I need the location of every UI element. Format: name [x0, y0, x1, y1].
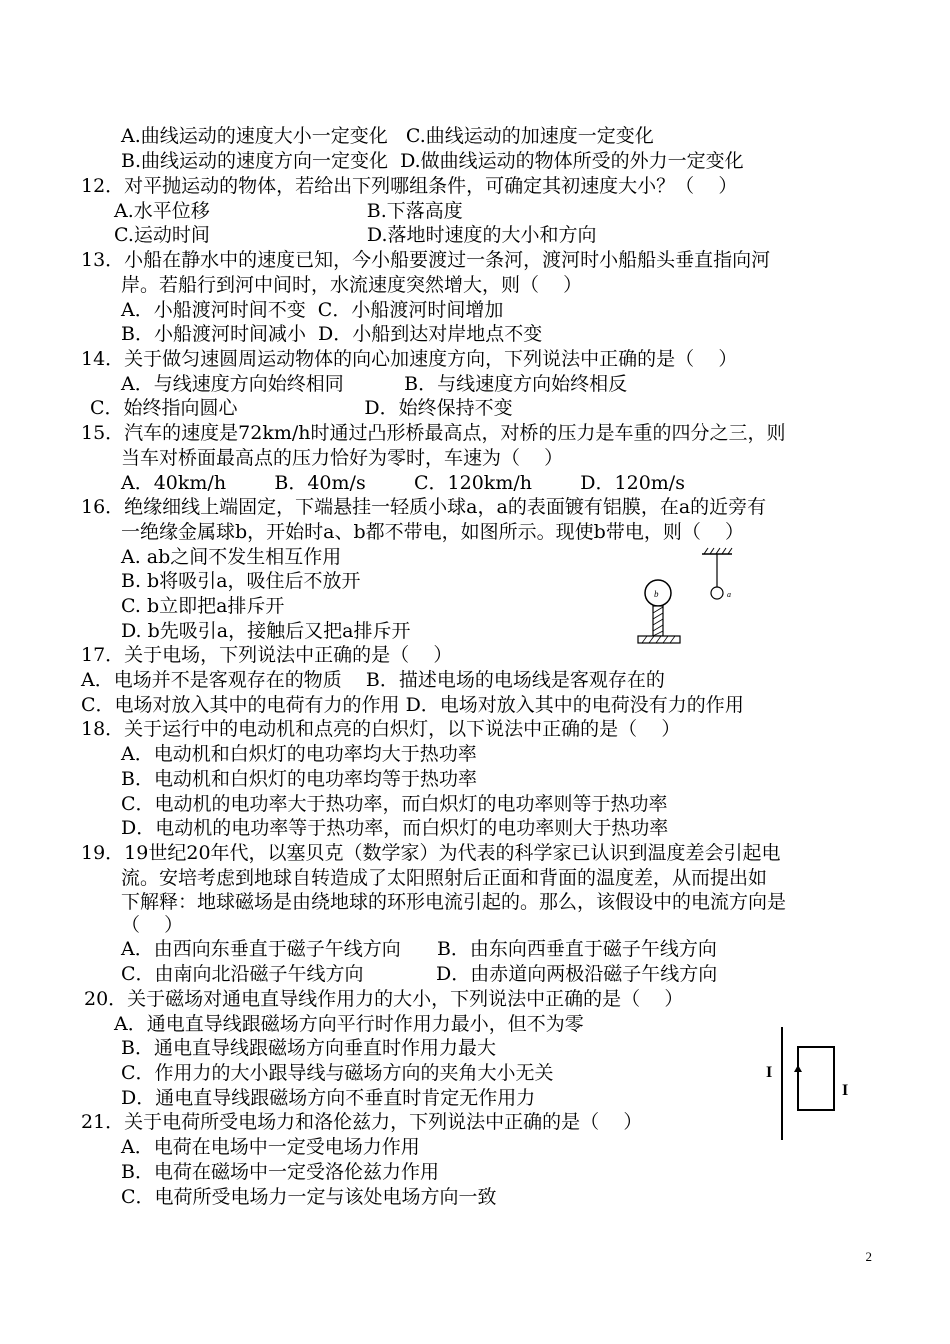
text-line: B．电动机和白炽灯的电功率均等于热功率: [121, 768, 477, 790]
text-line: A. ab之间不发生相互作用: [121, 546, 342, 568]
text-line: A．电荷在电场中一定受电场力作用: [121, 1136, 420, 1158]
text-line: A.水平位移 B.下落高度: [114, 200, 463, 222]
text-line: A.曲线运动的速度大小一定变化 C.曲线运动的加速度一定变化: [121, 125, 654, 147]
text-line: B．小船渡河时间减小 D．小船到达对岸地点不变: [121, 323, 543, 345]
ball-a: [711, 587, 723, 599]
text-line: C．电动机的电功率大于热功率，而白炽灯的电功率则等于热功率: [121, 793, 668, 815]
text-line: B．电荷在磁场中一定受洛伦兹力作用: [121, 1161, 439, 1183]
question-17: 17．关于电场，下列说法中正确的是（ ）: [81, 644, 453, 666]
question-19: 19．19世纪20年代，以塞贝克（数学家）为代表的科学家已认识到温度差会引起电: [81, 842, 781, 864]
figure-q20-wire-loop: [760, 1025, 860, 1145]
current-loop: [798, 1047, 834, 1110]
question-12: 12．对平抛运动的物体，若给出下列哪组条件，可确定其初速度大小？（ ）: [81, 175, 738, 197]
question-13: 13．小船在静水中的速度已知，今小船要渡过一条河，渡河时小船船头垂直指向河: [81, 249, 771, 271]
text-line: C．由南向北沿磁子午线方向 D．由赤道向两极沿磁子午线方向: [121, 963, 718, 985]
text-line: B. b将吸引a，吸住后不放开: [121, 570, 361, 592]
question-14: 14．关于做匀速圆周运动物体的向心加速度方向，下列说法中正确的是（ ）: [81, 348, 738, 370]
question-16: 16．绝缘细线上端固定，下端悬挂一轻质小球a，a的表面镀有铝膜，在a的近旁有: [81, 496, 767, 518]
page-number: 2: [865, 1249, 872, 1264]
current-label-right: I: [842, 1082, 849, 1099]
text-line: D．通电直导线跟磁场方向不垂直时肯定无作用力: [121, 1087, 536, 1109]
text-line: A．电场并不是客观存在的物质 B．描述电场的电场线是客观存在的: [81, 669, 665, 691]
text-line: A．由西向东垂直于磁子午线方向 B．由东向西垂直于磁子午线方向: [121, 938, 717, 960]
text-line: C．作用力的大小跟导线与磁场方向的夹角大小无关: [121, 1062, 554, 1084]
text-line: A．电动机和白炽灯的电功率均大于热功率: [121, 743, 477, 765]
text-line: （ ）: [121, 914, 184, 936]
text-line: C．电场对放入其中的电荷有力的作用 D．电场对放入其中的电荷没有力的作用: [81, 694, 744, 716]
text-line: A．通电直导线跟磁场方向平行时作用力最小，但不为零: [114, 1013, 584, 1035]
text-line: C．始终指向圆心 D．始终保持不变: [90, 397, 513, 419]
text-line: B．通电直导线跟磁场方向垂直时作用力最大: [121, 1037, 496, 1059]
text-line: D．电动机的电功率等于热功率，而白炽灯的电功率则大于热功率: [121, 817, 669, 839]
text-line: D. b先吸引a，接触后又把a排斥开: [121, 620, 411, 642]
text-line: C．电荷所受电场力一定与该处电场方向一致: [121, 1186, 497, 1208]
text-line: 当车对桥面最高点的压力恰好为零时，车速为（ ）: [121, 447, 564, 469]
question-15: 15．汽车的速度是72km/h时通过凸形桥最高点，对桥的压力是车重的四分之三，则: [81, 422, 786, 444]
question-18: 18．关于运行中的电动机和点亮的白炽灯，以下说法中正确的是（ ）: [81, 718, 681, 740]
text-line: 下解释：地球磁场是由绕地球的环形电流引起的。那么，该假设中的电流方向是: [121, 891, 787, 913]
figure-q16-electroscope: [630, 545, 750, 650]
current-label-left: I: [766, 1064, 773, 1081]
ball-b-label: b: [654, 589, 659, 599]
text-line: C.运动时间 D.落地时速度的大小和方向: [114, 224, 597, 246]
ball-a-label: a: [727, 590, 731, 599]
text-line: 岸。若船行到河中间时，水流速度突然增大，则（ ）: [121, 274, 583, 296]
question-21: 21．关于电荷所受电场力和洛伦兹力，下列说法中正确的是（ ）: [81, 1111, 643, 1133]
text-line: A．小船渡河时间不变 C．小船渡河时间增加: [121, 299, 504, 321]
text-line: A．与线速度方向始终相同 B．与线速度方向始终相反: [121, 373, 628, 395]
text-line: C. b立即把a排斥开: [121, 595, 285, 617]
text-line: 流。安培考虑到地球自转造成了太阳照射后正面和背面的温度差，从而提出如: [121, 867, 768, 889]
question-20: 20．关于磁场对通电直导线作用力的大小，下列说法中正确的是（ ）: [84, 988, 684, 1010]
text-line: 一绝缘金属球b，开始时a、b都不带电，如图所示。现使b带电，则（ ）: [121, 521, 744, 543]
text-line: B.曲线运动的速度方向一定变化 D.做曲线运动的物体所受的外力一定变化: [121, 150, 744, 172]
text-line: A．40km/h B．40m/s C．120km/h D．120m/s: [121, 472, 685, 494]
